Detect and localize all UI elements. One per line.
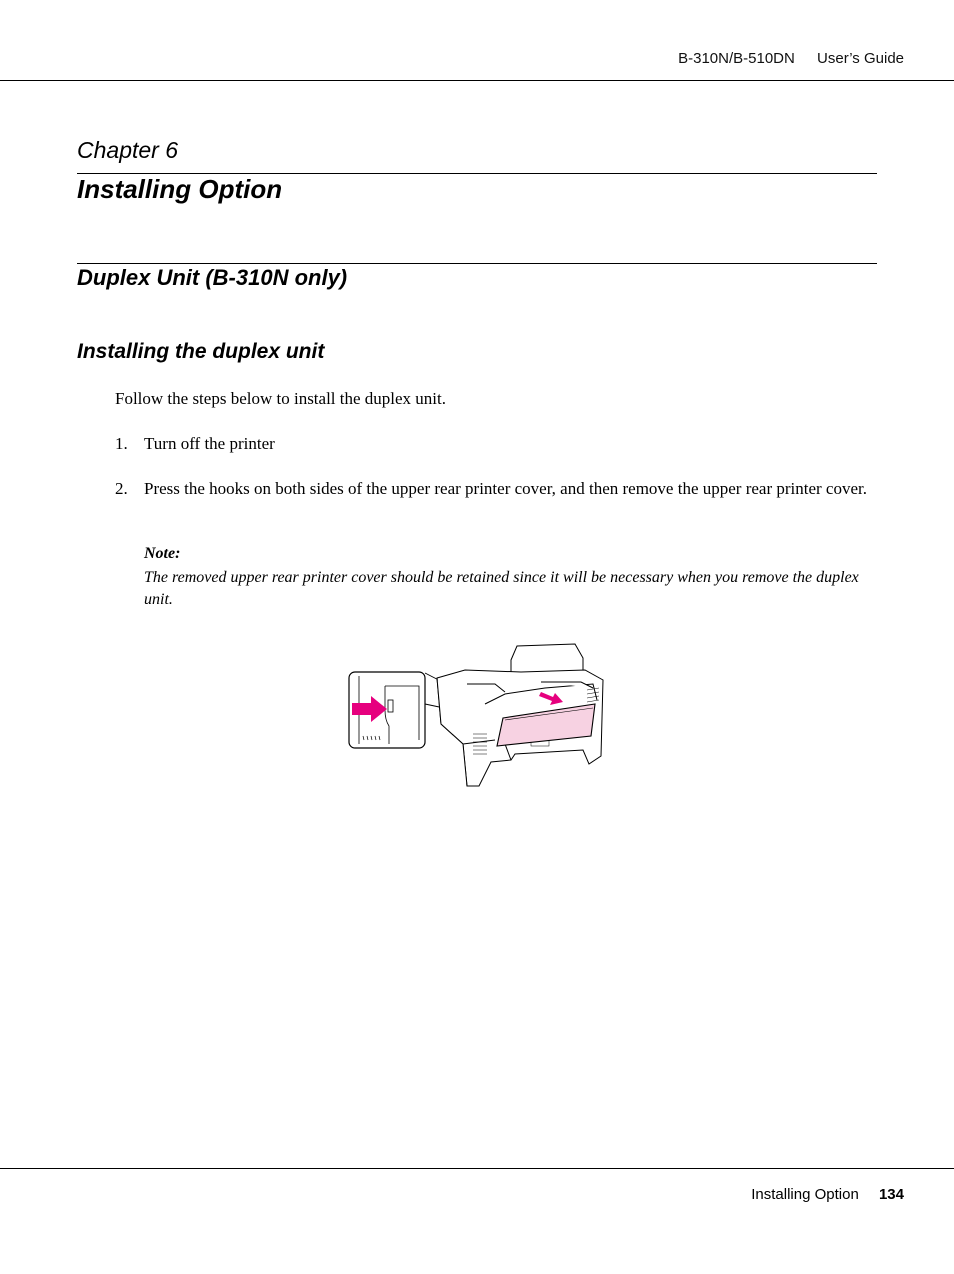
running-footer — [751, 1186, 904, 1203]
note-text: The removed upper rear printer cover should be retained since it will be necessary when you remove the duplex unit. — [144, 569, 859, 608]
footer-rule — [0, 1168, 954, 1169]
header-rule — [0, 80, 954, 81]
step-item — [115, 432, 880, 455]
step-text: Turn off the printer — [144, 434, 275, 453]
header-guide-title: User’s Guide — [817, 50, 904, 67]
intro-paragraph: Follow the steps below to install the duplex unit. — [115, 389, 447, 408]
subsection-title: Installing the duplex unit — [77, 340, 325, 363]
section-title: Duplex Unit (B-310N only) — [77, 265, 348, 290]
page-number: 134 — [878, 1186, 904, 1203]
note-label: Note: — [144, 545, 181, 562]
header-model: B-310N/B-510DN — [678, 50, 795, 67]
section-rule — [77, 263, 877, 264]
inset-detail — [349, 672, 425, 748]
running-header — [678, 50, 904, 67]
footer-section: Installing Option — [751, 1186, 859, 1203]
printer-cover-illustration — [345, 640, 610, 790]
chapter-title: Installing Option — [77, 174, 283, 204]
step-number: 1. — [115, 434, 128, 453]
step-item — [115, 477, 880, 500]
step-number: 2. — [115, 479, 128, 498]
step-text: Press the hooks on both sides of the upper rear printer cover, and then remove the upper rear printer cover. — [144, 479, 867, 498]
chapter-label: Chapter 6 — [77, 137, 179, 163]
